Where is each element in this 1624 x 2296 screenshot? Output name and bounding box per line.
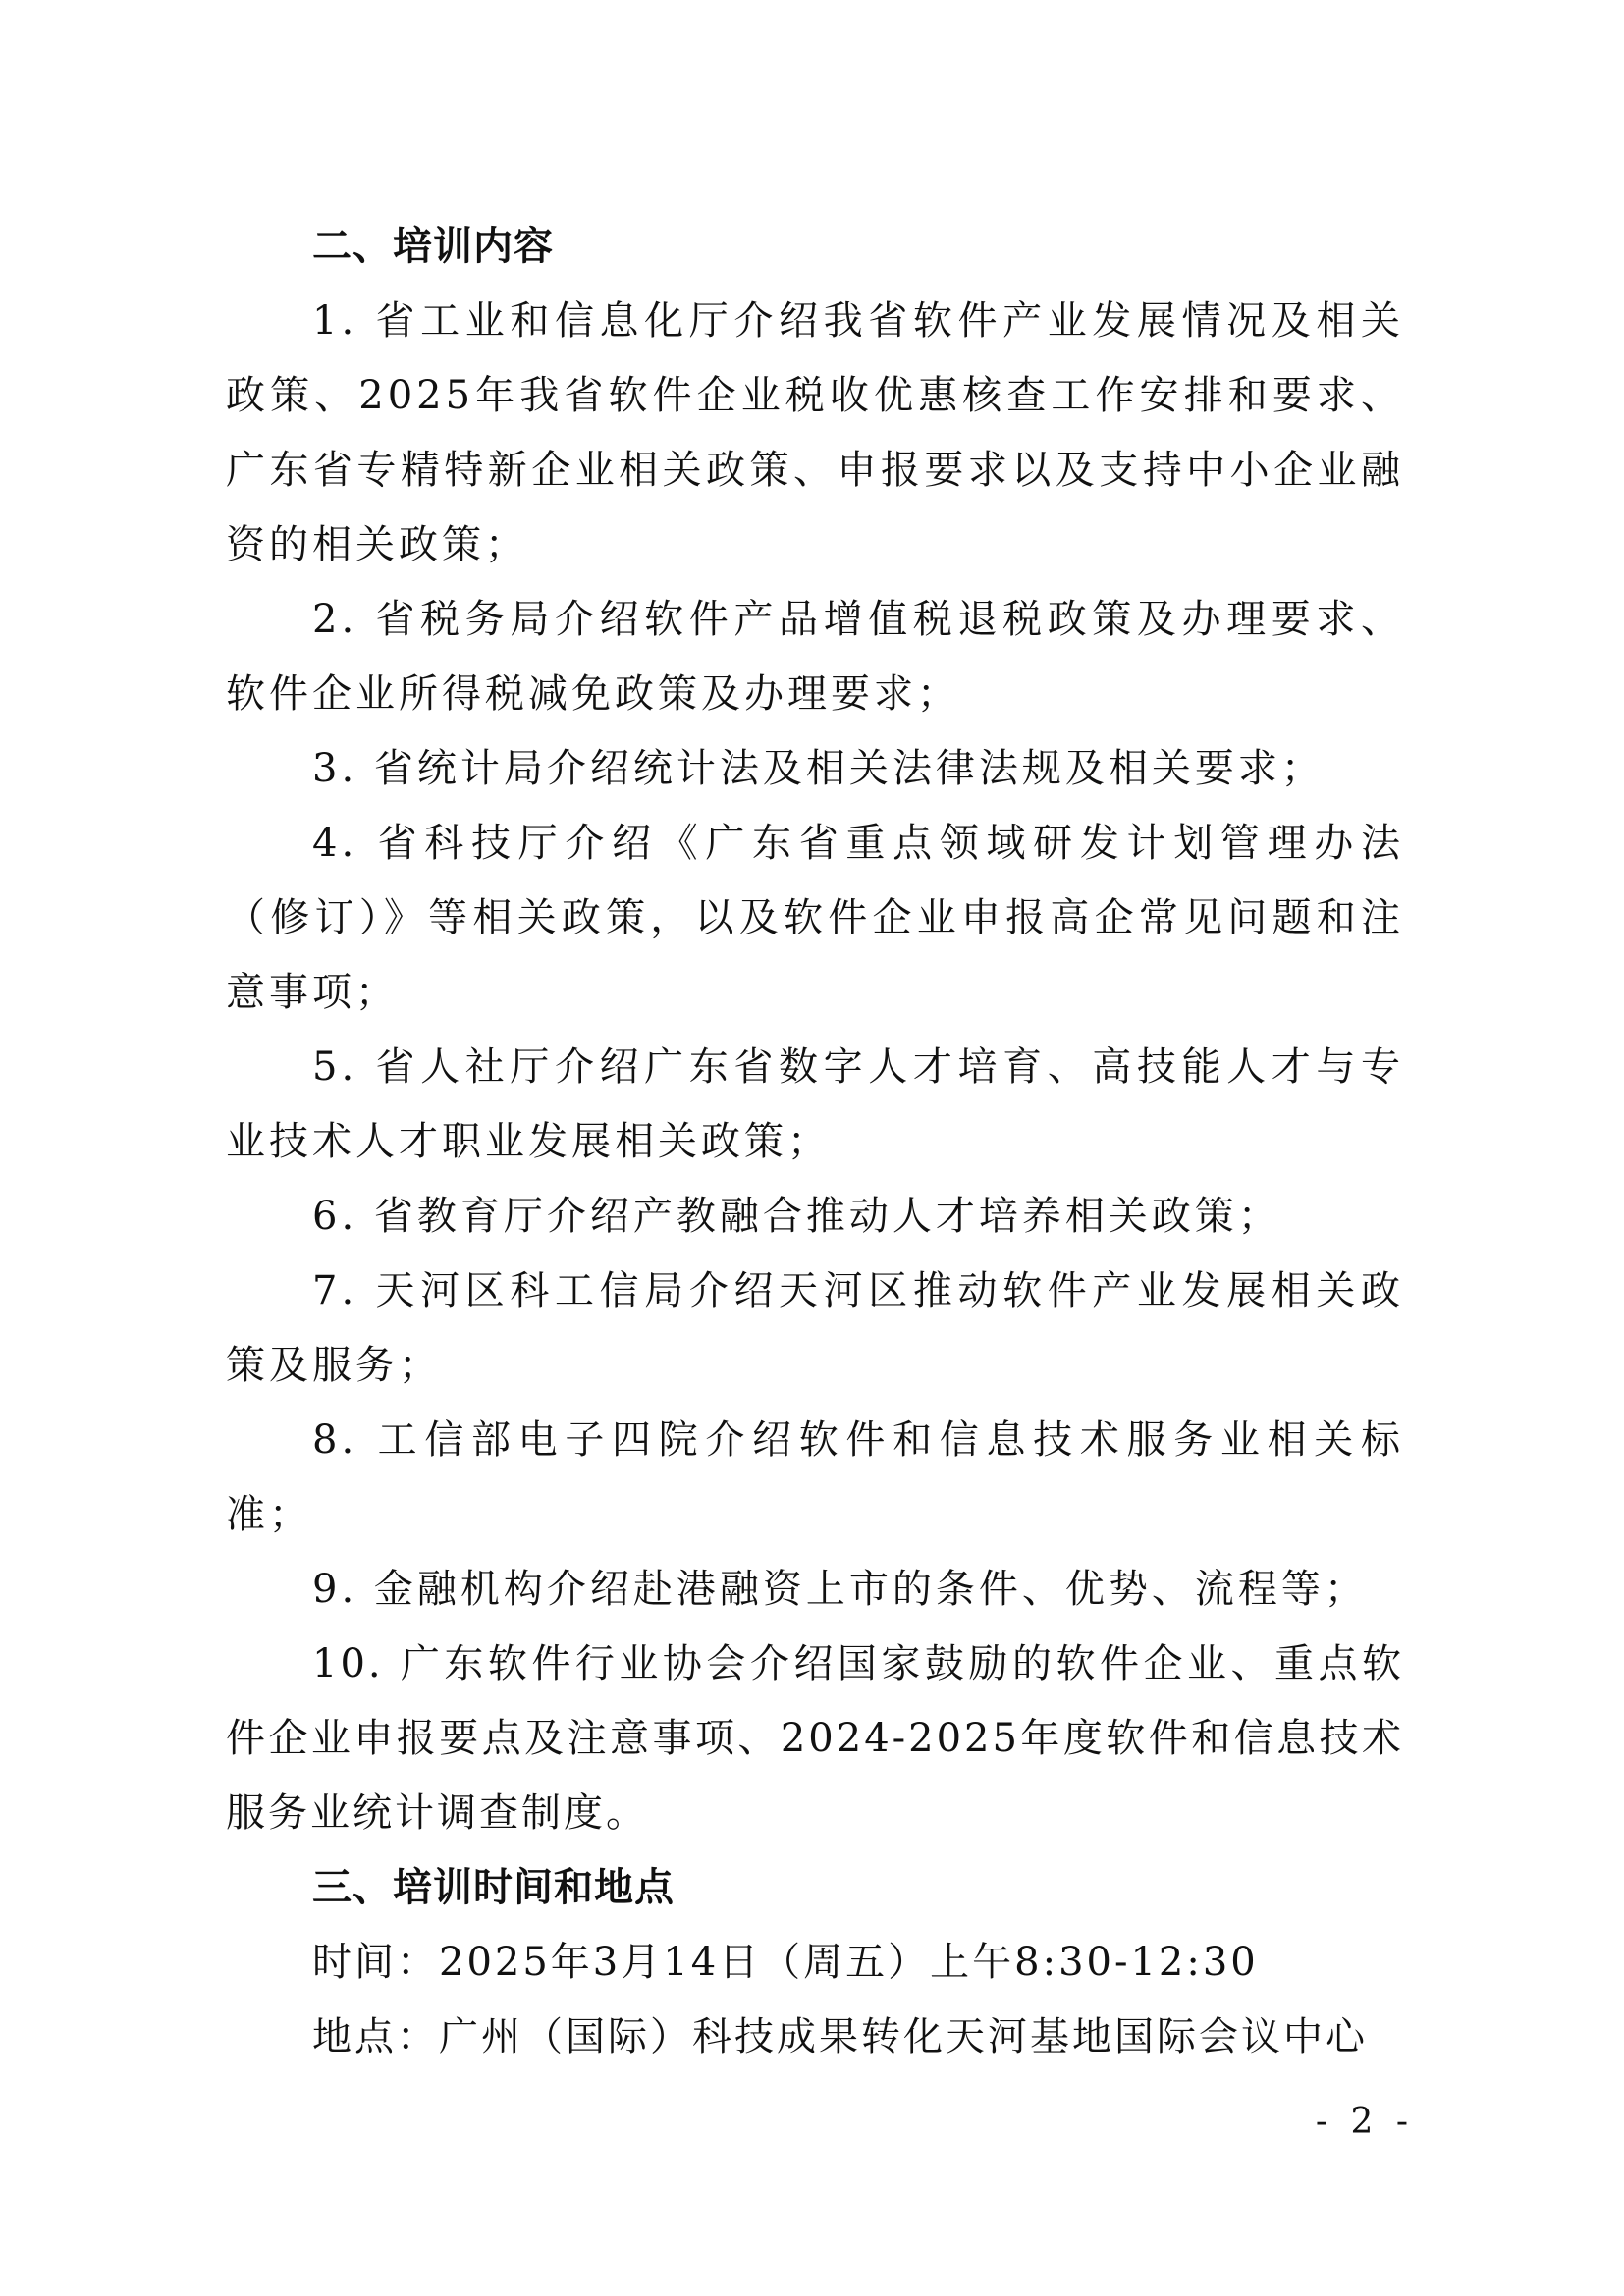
list-item-2: 2. 省税务局介绍软件产品增值税退税政策及办理要求、软件企业所得税减免政策及办理要求； xyxy=(226,597,1404,717)
training-time: 时间：2025年3月14日（周五）上午8:30-12:30 xyxy=(312,1940,1259,1985)
document-body xyxy=(226,209,1404,2074)
list-item-5: 5. 省人社厅介绍广东省数字人才培育、高技能人才与专业技术人才职业发展相关政策； xyxy=(226,1044,1404,1164)
list-item-10: 10. 广东软件行业协会介绍国家鼓励的软件企业、重点软件企业申报要点及注意事项、2024-2025年度软件和信息技术服务业统计调查制度。 xyxy=(226,1641,1404,1836)
list-item-9: 9. 金融机构介绍赴港融资上市的条件、优势、流程等； xyxy=(312,1567,1368,1612)
list-item-3: 3. 省统计局介绍统计法及相关法律法规及相关要求； xyxy=(312,746,1325,791)
list-item-1: 1. 省工业和信息化厅介绍我省软件产业发展情况及相关政策、2025年我省软件企业税收优惠核查工作安排和要求、广东省专精特新企业相关政策、申报要求以及支持中小企业融资的相关政策； xyxy=(226,298,1404,567)
list-item-8: 8. 工信部电子四院介绍软件和信息技术服务业相关标准； xyxy=(226,1417,1404,1537)
section-heading-time-location: 三、培训时间和地点 xyxy=(312,1865,675,1910)
section-heading-training-content: 二、培训内容 xyxy=(312,224,554,269)
list-item-7: 7. 天河区科工信局介绍天河区推动软件产业发展相关政策及服务； xyxy=(226,1268,1404,1388)
training-location: 地点：广州（国际）科技成果转化天河基地国际会议中心 xyxy=(312,2014,1368,2059)
list-item-4: 4. 省科技厅介绍《广东省重点领域研发计划管理办法（修订）》等相关政策，以及软件企业申报高企常见问题和注意事项； xyxy=(226,821,1404,1015)
page-number: - 2 - xyxy=(1315,2102,1414,2142)
list-item-6: 6. 省教育厅介绍产教融合推动人才培养相关政策； xyxy=(312,1194,1281,1239)
